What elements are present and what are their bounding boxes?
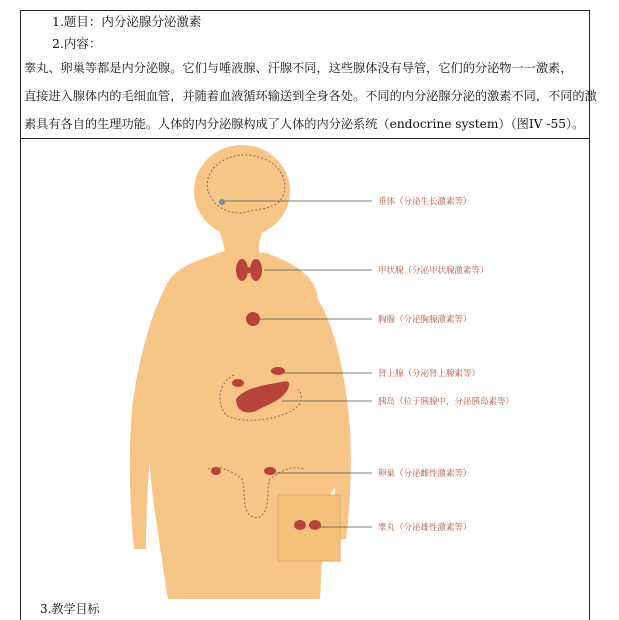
label-thymus: 胸腺（分泌胸腺激素等） [378,315,472,325]
label-adrenal: 肾上腺（分泌肾上腺素等） [378,369,481,379]
body-paragraph [24,54,597,138]
topic-line: 1.题目：内分泌腺分泌激素 [52,14,202,29]
testis-inset [278,495,340,561]
endocrine-diagram [20,139,590,599]
next-section-heading: 3.教学目标 [40,602,100,616]
endocrine-figure [20,139,590,599]
label-pituitary: 垂体（分泌生长激素等） [378,197,472,207]
pituitary-gland [219,199,225,205]
content-line: 2.内容： [52,36,102,51]
label-thyroid: 甲状腺（分泌甲状腺激素等） [378,266,489,276]
label-ovary: 卵巢（分泌雌性激素等） [378,469,472,479]
paragraph-line-2: 直接进入腺体内的毛细血管，并随着血液循环输送到全身各处。不同的内分泌腺分泌的激素不同，不同的激 [24,89,597,103]
label-islets: 胰岛（位于胰腺中，分泌胰岛素等） [378,397,515,407]
label-testis: 睾丸（分泌雄性激素等） [378,523,472,533]
paragraph-line-1: 睾丸、卵巢等都是内分泌腺。它们与唾液腺、汗腺不同，这些腺体没有导管，它们的分泌物一一激素， [24,61,573,75]
thymus-gland [246,312,260,326]
paragraph-line-3: 素具有各自的生理功能。人体的内分泌腺构成了人体的内分泌系统（endocrine system）（图IV -55）。 [24,117,585,131]
